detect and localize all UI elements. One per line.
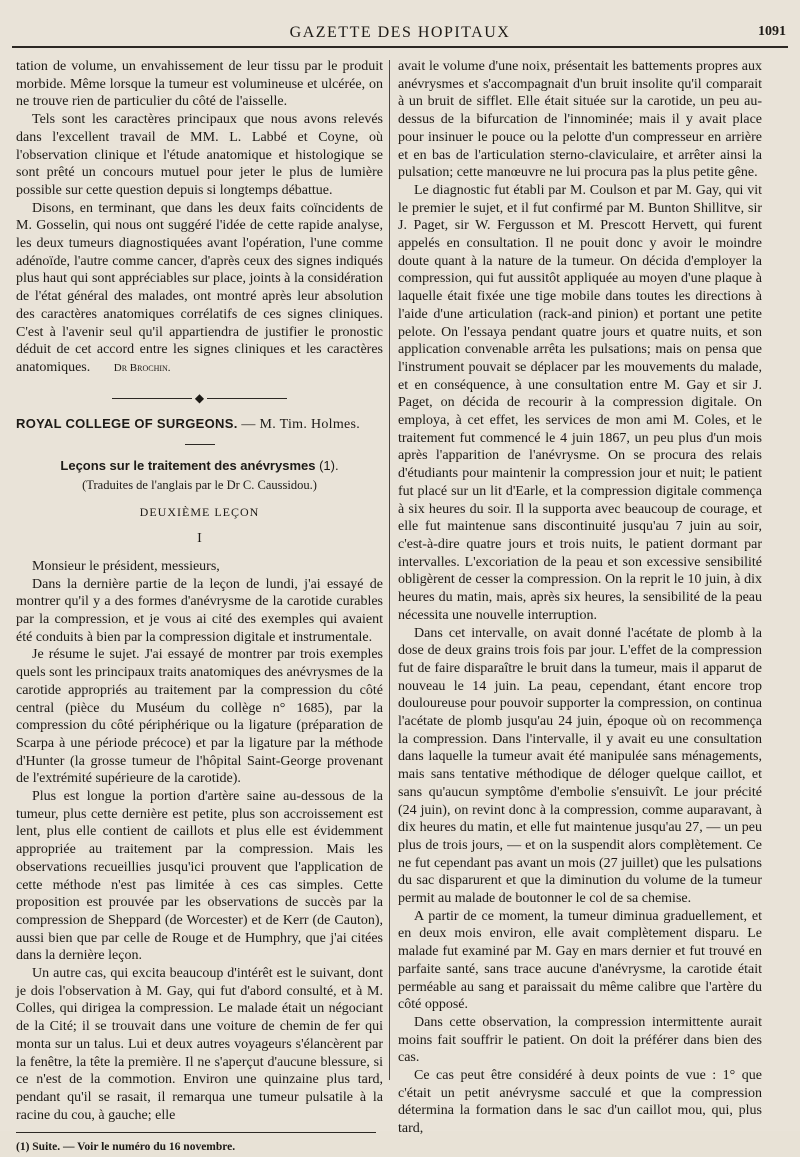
paragraph: Ce cas peut être considéré à deux points de vue : 1° que c'était un petit anévrysme sacculé et que la compression détermina la formation dans le sac d'un caillot mou, qui, plus tard, [398, 1068, 762, 1137]
paragraph-text: Disons, en terminant, que dans les deux faits coïncidents de M. Gosselin, qui nous ont suggéré l'idée de cette rapide analyse, les deux tumeurs diagnostiquées avant l'opération, l'une comme adénoïde, l'autre comme cancer, d'après ceux des signes indiqués plus haut qui sont appréciables sur place, joints à la considération de l'état général des malades, ont montré après leur absolution des caractères anatomiques corrélatifs de ces signes cliniques. C'est à l'avenir seul qu'il appartiendra de justifier le pronostic déduit de cet accord entre les signes cliniques et les caractères anatomiques. [16, 200, 383, 375]
short-rule [185, 444, 215, 445]
translator-line: (Traduites de l'anglais par le Dr C. Caussidou.) [82, 477, 317, 492]
section-ornament: ◆ [16, 390, 383, 408]
paragraph: Plus est longue la portion d'artère saine au-dessous de la tumeur, plus cette dernière est petite, plus son accroissement est lent, plus elle contient de caillots et plus elle est évidemment appropriée au traitement par la compression. Mais les observations recueillies jusqu'ici prouvent que l'application de cette méthode n'est pas limitée à ces cas simples. Cette proposition est prouvée par les observations de succès par la compression de Sheppard (de Worcester) et de Kerr (de Cauton), aussi bien que par celle de Rouge et de Humphry, que j'ai citées dans la dernière leçon. [16, 789, 383, 964]
paragraph: Monsieur le président, messieurs, [32, 558, 220, 574]
running-title: GAZETTE DES HOPITAUX [289, 24, 511, 41]
lecture-title [16, 457, 383, 475]
paragraph: Je résume le sujet. J'ai essayé de montrer par trois exemples quels sont les principaux traits anatomiques des anévrysmes de la carotide appropriés au traitement par la compression du côté central (pièce du Muséum du collège n° 1685), par la compression du côté périphérique ou la ligature (préparation de Scarpa à une période précoce) et par la ligature par la méthode d'Hunter (la grosse tumeur de l'hôpital Saint-George provenant de l'extrémité supérieure de la carotide). [16, 647, 383, 787]
column-divider [389, 60, 390, 1080]
footnote-rule [16, 1132, 376, 1133]
society-heading [16, 415, 383, 434]
paragraph: avait le volume d'une noix, présentait les battements propres aux anévrysmes et s'accompagnait d'un bruit insolite qu'il comparait à un bruit de sifflet. Elle était située sur la carotide, un peu au-dessus de la bifurcation de l'innominée; mais il y avait place pour insinuer le pouce ou la pelotte d'un compresseur en arrière et en bas de l'articulation sterno-claviculaire, et arrêter ainsi la pulsation; cette manœuvre ne lui procura pas la plus petite gêne. [398, 59, 762, 181]
footnote-mark: (1). [319, 458, 339, 474]
right-column [398, 58, 762, 1138]
society-author: — M. Tim. Holmes. [237, 417, 361, 433]
section-numeral: I [197, 531, 202, 547]
lecture-title-text: Leçons sur le traitement des anévrysmes [60, 458, 316, 474]
paragraph: Tels sont les caractères principaux que nous avons relevés dans l'excellent travail de MM. L. Labbé et Coyne, où l'observation clinique et l'étude anatomique et histologique se sont prêté un concours mutuel pour jeter le plus de lumière possible sur cette question depuis si longtemps débattue. [16, 112, 383, 198]
left-column [16, 58, 383, 1157]
footnote: (1) Suite. — Voir le numéro du 16 novembre. [16, 1141, 236, 1154]
paragraph: tation de volume, un envahissement de leur tissu par le produit morbide. Même lorsque la tumeur est volumineuse et ulcérée, on ne trouve rien de particulier du côté de l'aisselle. [16, 59, 383, 110]
society-name: ROYAL COLLEGE OF SURGEONS. [16, 416, 238, 432]
page-number: 1091 [758, 24, 786, 39]
paragraph: A partir de ce moment, la tumeur diminua graduellement, et en deux mois environ, elle avait complètement disparu. Le malade fut examiné par M. Gay en mars dernier et fut trouvé en parfaite santé, sans trace aucune d'anévrysme, la carotide était perméable au sang et paraissait du même calibre que l'artère du côté opposé. [398, 908, 762, 1013]
paragraph: Dans cet intervalle, on avait donné l'acétate de plomb à la dose de deux grains trois fois par jour. L'effet de la compression fut de faire disparaître le bruit dans la tumeur, mais il apparut de nouveau le 14 juin. La peau, cependant, étant encore trop douloureuse pour pouvoir supporter la compression, on continua l'acétate de plomb jusqu'au 24 juin, époque où on recommença la compression. Dans l'intervalle, il y avait eu une consultation dans laquelle la tumeur avait été manipulée sans ménagements, mais sans tentative méthodique de déloger quelque caillot, et sans qu'aucun symptôme d'embolie s'ensuivît. Le jour précité (24 juin), on revint donc à la compression, comme auparavant, à dix heures du matin, et elle fut maintenue jusqu'au 27, — un peu plus de trois jours, — et on la suspendit alors complètement. Ce ne fut cependant pas avant un mois (27 juillet) que les pulsations du sac disparurent et que la diminution du volume de la tumeur permit au malade de boutonner le col de sa chemise. [398, 625, 762, 907]
paragraph: Dans la dernière partie de la leçon de lundi, j'ai essayé de montrer qu'il y a des formes d'anévrysme de la carotide curables par la compression, et je vous ai cité des exemples qui avaient été conduits à bien par la compression digitale et instrumentale. [16, 576, 383, 645]
paragraph: Le diagnostic fut établi par M. Coulson et par M. Gay, qui vit le premier le sujet, et il fut confirmé par M. Bunton Shillitve, sir J. Paget, sir W. Fergusson et M. Prescott Hervett, qui furent appelés en consultation. Il ne pouit donc y avoir le moindre doute quant à la nature de la tumeur. On décida d'employer la compression, qui fut aussitôt appliquée au moyen d'une plaque à laquelle était fixée une tige mobile dans toutes les directions à l'aide d'une articulation (rack-and pinion) et portant une petite pelote. On l'essaya pendant quatre jours et quatre nuits, et son application convenable arrêta les pulsations; mais on pensa que l'instrument pouvait se déplacer par les mouvements du malade, et en conséquence, à une consultation entre M. Gay et sir J. Paget, on décida de recourir à la compression digitale. On employa, à cet effet, les services de mon ami M. Coles, et le traitement fut commencé le 4 juin 1867, un peu plus d'un mois après l'apparition de l'anévrysme. On se procura des relais d'étudiants pour maintenir la compression jour et nuit; le patient fut placé sur un lit d'Earle, et la compression digitale commença à six heures du soir. Il la supporta avec beaucoup de courage, et elle fut maintenue sans discontinuité jusqu'au 7 juin au soir, c'est-à-dire quatre jours et trois nuits, le patient dormant par intervalles. L'excoriation de la peau et son excessive sensibilité obligèrent de cesser la compression. On la reprit le 10 juin, à dix heures du matin, mais, après six heures, la sensibilité de la peau nécessita une nouvelle interruption. [398, 182, 762, 623]
signature: Dr Brochin. [113, 361, 171, 374]
paragraph: Un autre cas, qui excita beaucoup d'intérêt est le suivant, dont je dois l'observation à M. Gay, qui fut d'abord consulté, et à M. Colles, qui dirigea la compression. Le malade était un négociant de la Cité; il se trouvait dans une voiture de chemin de fer qui monta sur un talus. Lui et deux autres voyageurs s'élancèrent par la fenêtre, la tête la première. Il ne s'aperçut d'aucune blessure, si ce n'est de la commotion. Environ une quinzaine plus tard, pendant qu'il se rasait, il remarqua une tumeur pulsatile à la racine du cou, à gauche; elle [16, 966, 383, 1123]
lecon-number: DEUXIÈME LEÇON [139, 505, 260, 520]
paragraph: Dans cette observation, la compression intermittente aurait moins fait souffrir le patient. On doit la préférer dans bien des cas. [398, 1014, 762, 1066]
page-header [12, 14, 788, 48]
paragraph [16, 200, 383, 378]
